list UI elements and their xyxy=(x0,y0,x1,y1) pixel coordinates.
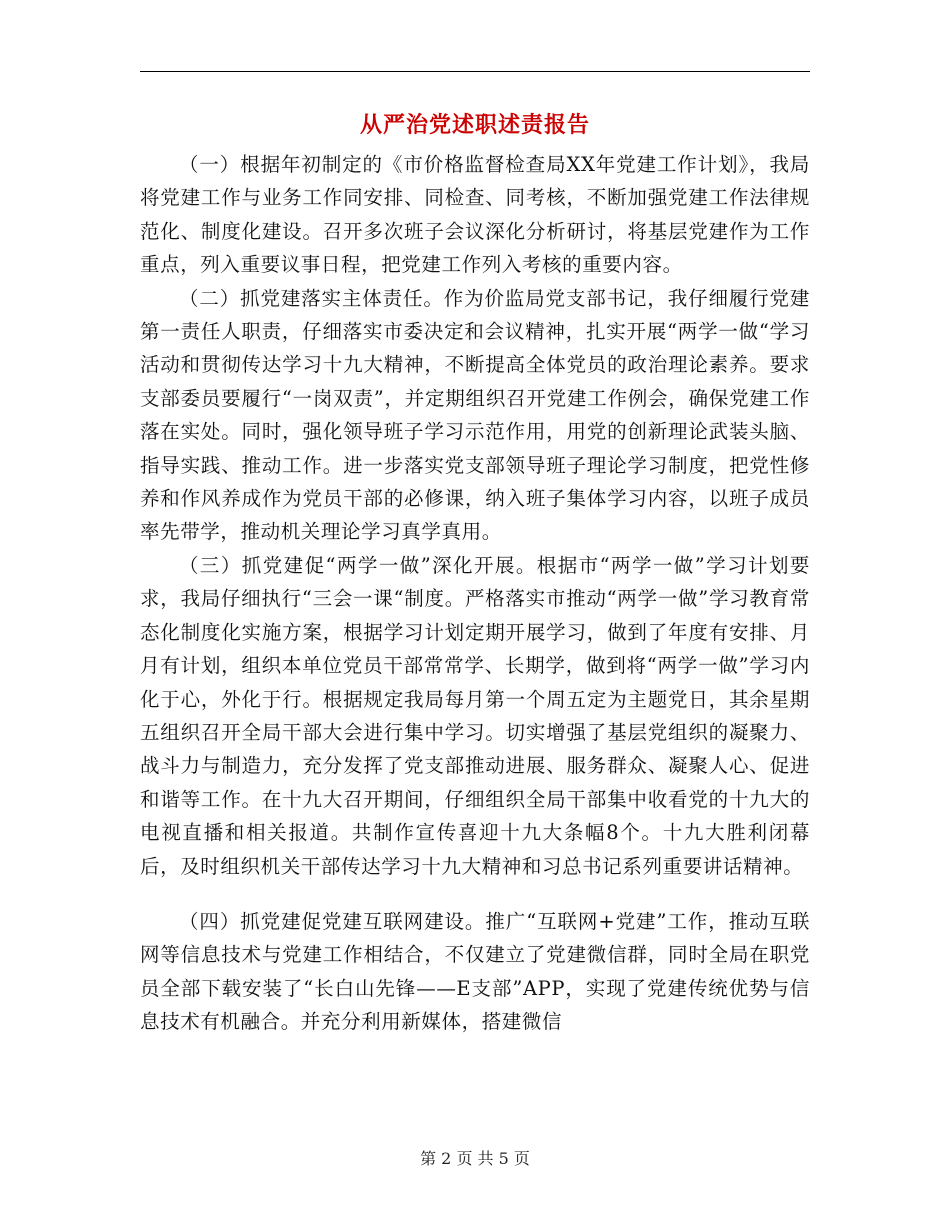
paragraph-3: （三）抓党建促“两学一做”深化开展。根据市“两学一做”学习计划要求，我局仔细执行“三会一课“制度。严格落实市推动“两学一做”学习教育常态化制度化实施方案，根据学习计划定期开展学习，做到了年度有安排、月月有计划，组织本单位党员干部常常学、长期学，做到将“两学一做”学习内化于心，外化于行。根据规定我局每月第一个周五定为主题党日，其余星期五组织召开全局干部大会进行集中学习。切实增强了基层党组织的凝聚力、战斗力与制造力，充分发挥了党支部推动进展、服务群众、凝聚人心、促进和谐等工作。在十九大召开期间，仔细组织全局干部集中收看党的十九大的电视直播和相关报道。共制作宣传喜迎十九大条幅8个。十九大胜利闭幕后，及时组织机关干部传达学习十九大精神和习总书记系列重要讲话精神。 xyxy=(140,553,810,878)
page-number: 第 2 页 共 5 页 xyxy=(420,1149,530,1168)
page-footer xyxy=(0,1148,950,1170)
document-body xyxy=(140,148,810,1039)
header-rule xyxy=(140,71,810,72)
paragraph-4: （四）抓党建促党建互联网建设。推广“互联网+党建”工作，推动互联网等信息技术与党建工作相结合，不仅建立了党建微信群，同时全局在职党员全部下载安装了“长白山先锋——E支部”APP，实现了党建传统优势与信息技术有机融合。并充分利用新媒体，搭建微信 xyxy=(140,909,810,1034)
document-title: 从严治党述职述责报告 xyxy=(359,112,590,138)
paragraph-2: （二）抓党建落实主体责任。作为价监局党支部书记，我仔细履行党建第一责任人职责，仔细落实市委决定和会议精神，扎实开展“两学一做“学习活动和贯彻传达学习十九大精神，不断提高全体党员的政治理论素养。要求支部委员要履行“一岗双责”，并定期组织召开党建工作例会，确保党建工作落在实处。同时，强化领导班子学习示范作用，用党的创新理论武装头脑、指导实践、推动工作。进一步落实党支部领导班子理论学习制度，把党性修养和作风养成作为党员干部的必修课，纳入班子集体学习内容，以班子成员率先带学，推动机关理论学习真学真用。 xyxy=(140,286,810,544)
paragraph-1: （一）根据年初制定的《市价格监督检查局XX年党建工作计划》，我局将党建工作与业务工作同安排、同检查、同考核，不断加强党建工作法律规范化、制度化建设。召开多次班子会议深化分析研讨，将基层党建作为工作重点，列入重要议事日程，把党建工作列入考核的重要内容。 xyxy=(140,153,810,277)
